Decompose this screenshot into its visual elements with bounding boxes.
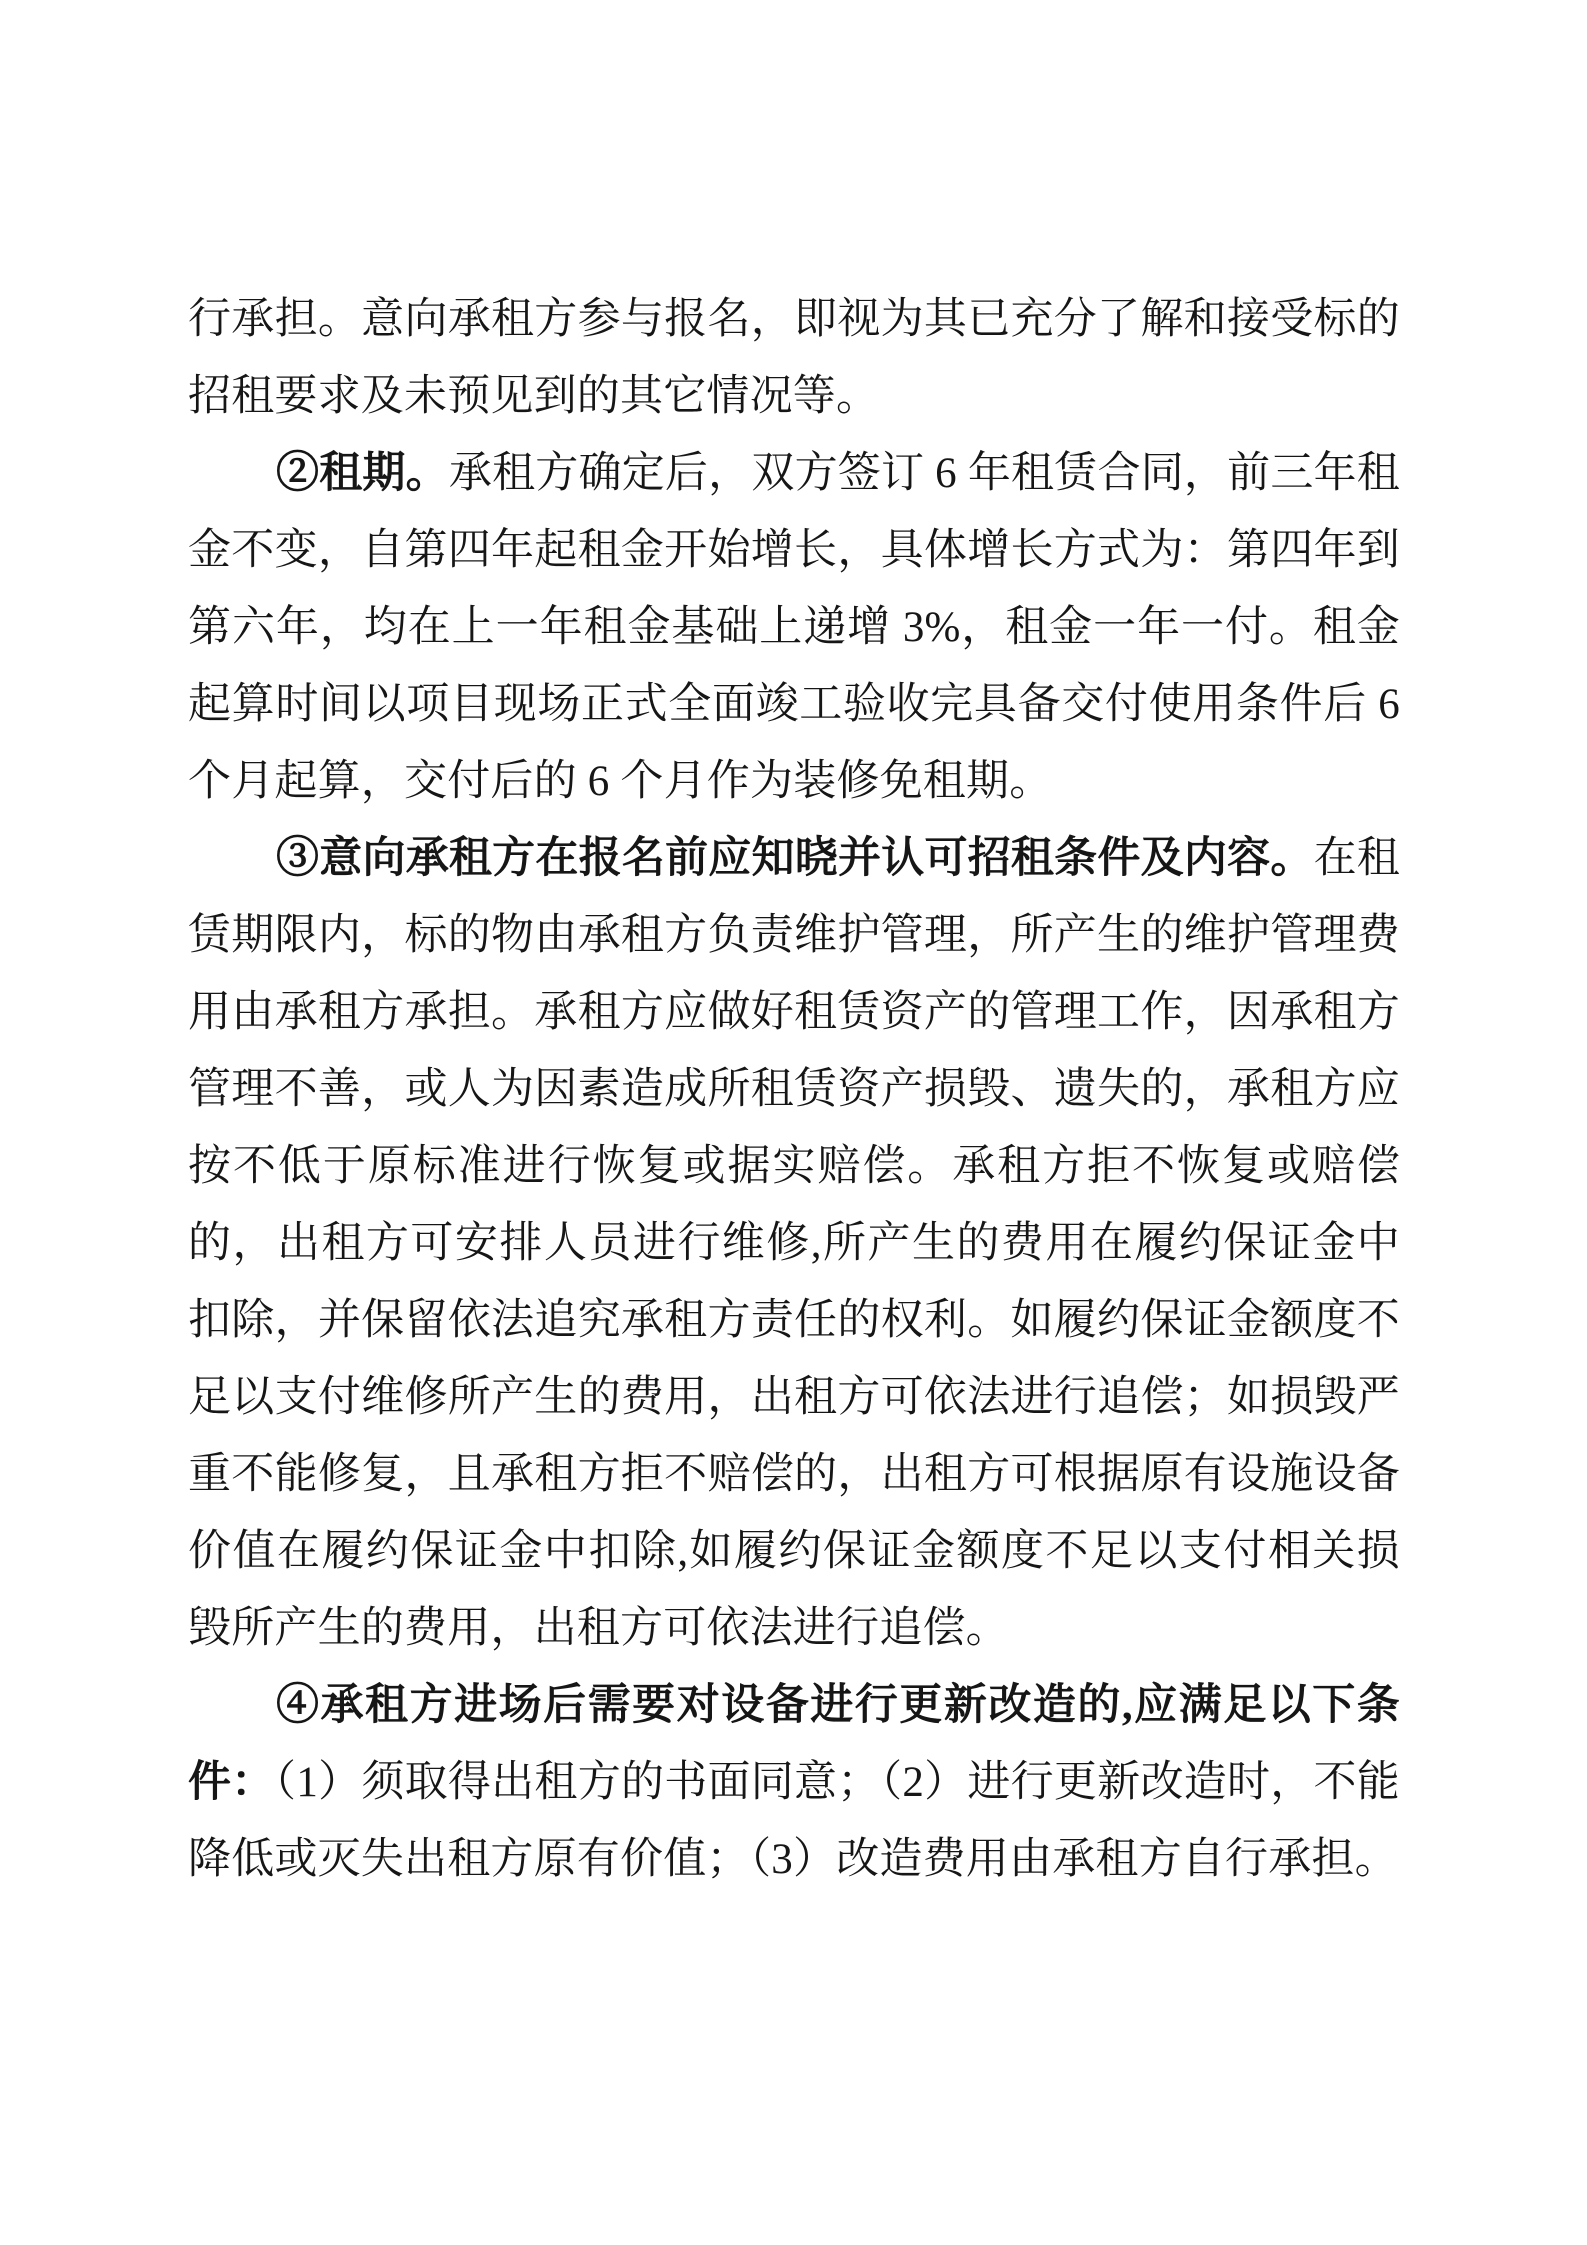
clause-heading: ④承租方进场后需要对设备进行更新改造的,应满足以下条件： [188, 1682, 1400, 1806]
paragraph [188, 281, 1400, 435]
text-segment: 在租赁期限内，标的物由承租方负责维护管理，所产生的维护管理费用由承租方承担。承租方应做好租赁资产的管理工作，因承租方管理不善，或人为因素造成所租赁资产损毁、遗失的，承租方应按不低于原标准进行恢复或据实赔偿。承租方拒不恢复或赔偿的，出租方可安排人员进行维修,所产生的费用在履约保证金中扣除，并保留依法追究承租方责任的权利。如履约保证金额度不足以支付维修所产生的费用，出租方可依法进行追偿；如损毁严重不能修复，且承租方拒不赔偿的，出租方可根据原有设施设备价值在履约保证金中扣除,如履约保证金额度不足以支付相关损毁所产生的费用，出租方可依法进行追偿。 [188, 835, 1400, 1652]
paragraph [188, 435, 1400, 820]
document-text-block [188, 281, 1400, 1898]
paragraph [188, 820, 1400, 1667]
text-segment: （1）须取得出租方的书面同意；（2）进行更新改造时，不能降低或灭失出租方原有价值；（3）改造费用由承租方自行承担。 [188, 1759, 1400, 1883]
clause-heading: ③意向承租方在报名前应知晓并认可招租条件及内容。 [276, 835, 1314, 882]
paragraph [188, 1667, 1400, 1898]
text-segment: 承租方确定后，双方签订 6 年租赁合同，前三年租金不变，自第四年起租金开始增长，具体增长方式为：第四年到第六年，均在上一年租金基础上递增 3%，租金一年一付。租金起算时间以项目现场正式全面竣工验收完具备交付使用条件后 6 个月起算，交付后的 6 个月作为装修免租期。 [188, 450, 1400, 805]
text-segment: 行承担。意向承租方参与报名，即视为其已充分了解和接受标的招租要求及未预见到的其它情况等。 [188, 296, 1400, 420]
clause-heading: ②租期。 [276, 450, 449, 497]
